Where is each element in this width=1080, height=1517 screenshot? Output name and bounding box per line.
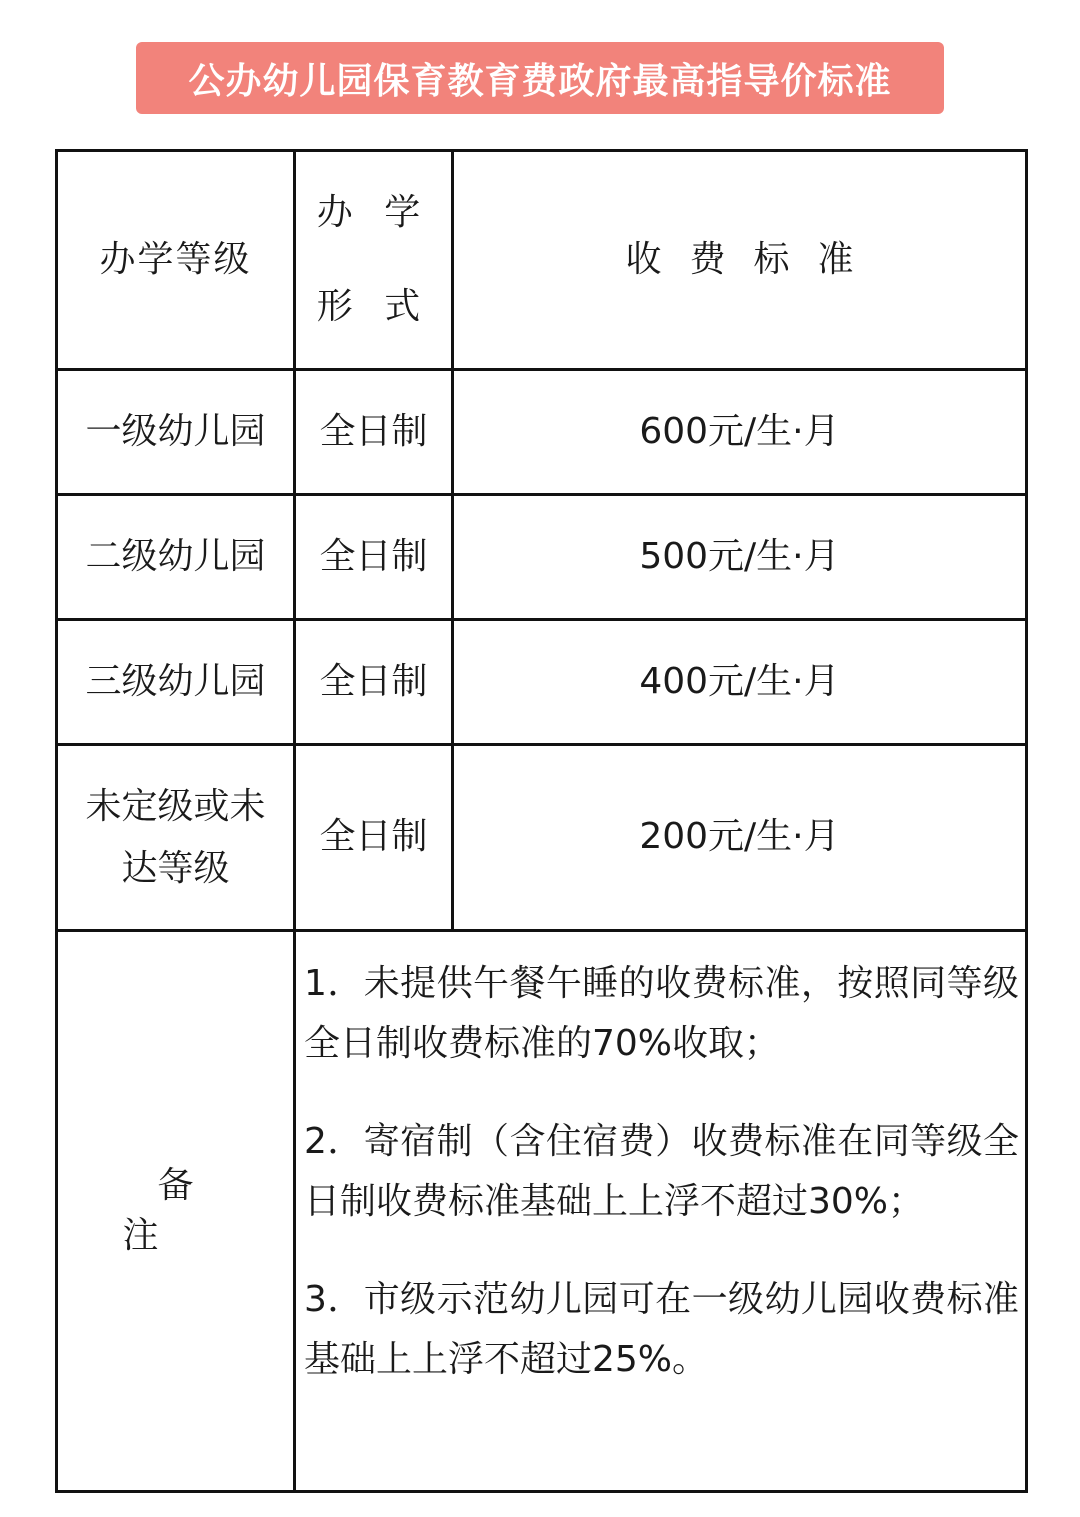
header-level	[57, 151, 295, 370]
header-fee-label: 收费标准	[625, 238, 882, 280]
table-row	[57, 620, 1027, 745]
row-level: 二级幼儿园	[57, 495, 295, 620]
row-form: 全日制	[295, 370, 453, 495]
remark-note: 3．市级示范幼儿园可在一级幼儿园收费标准基础上上浮不超过25%。	[304, 1279, 1019, 1380]
row-fee: 600元/生·月	[453, 370, 1027, 495]
remarks-label-cell	[57, 931, 295, 1492]
row-fee: 500元/生·月	[453, 495, 1027, 620]
row-form: 全日制	[295, 620, 453, 745]
header-form-line1: 办 学	[316, 192, 431, 233]
row-form: 全日制	[295, 745, 453, 931]
header-form-line2: 形 式	[316, 286, 431, 327]
table-row	[57, 495, 1027, 620]
remark-note: 1．未提供午餐午睡的收费标准，按照同等级全日制收费标准的70%收取；	[304, 963, 1019, 1064]
row-level: 一级幼儿园	[57, 370, 295, 495]
row-level-line1: 未定级或未	[85, 785, 266, 827]
row-level	[57, 745, 295, 931]
table-row	[57, 745, 1027, 931]
header-level-label: 办学等级	[99, 238, 252, 280]
row-fee: 200元/生·月	[453, 745, 1027, 931]
row-fee: 400元/生·月	[453, 620, 1027, 745]
row-level: 三级幼儿园	[57, 620, 295, 745]
page-title: 公办幼儿园保育教育费政府最高指导价标准	[188, 60, 892, 102]
fee-standard-table	[55, 149, 1028, 1493]
row-form: 全日制	[295, 495, 453, 620]
remarks-label: 备注	[122, 1164, 264, 1256]
header-fee	[453, 151, 1027, 370]
title-banner	[136, 42, 944, 114]
table-header-row	[57, 151, 1027, 370]
header-form	[295, 151, 453, 370]
remarks-content	[295, 931, 1027, 1492]
remark-note: 2．寄宿制（含住宿费）收费标准在同等级全日制收费标准基础上上浮不超过30%；	[304, 1121, 1019, 1222]
row-level-line2: 达等级	[121, 847, 230, 889]
remarks-row	[57, 931, 1027, 1492]
table-row	[57, 370, 1027, 495]
